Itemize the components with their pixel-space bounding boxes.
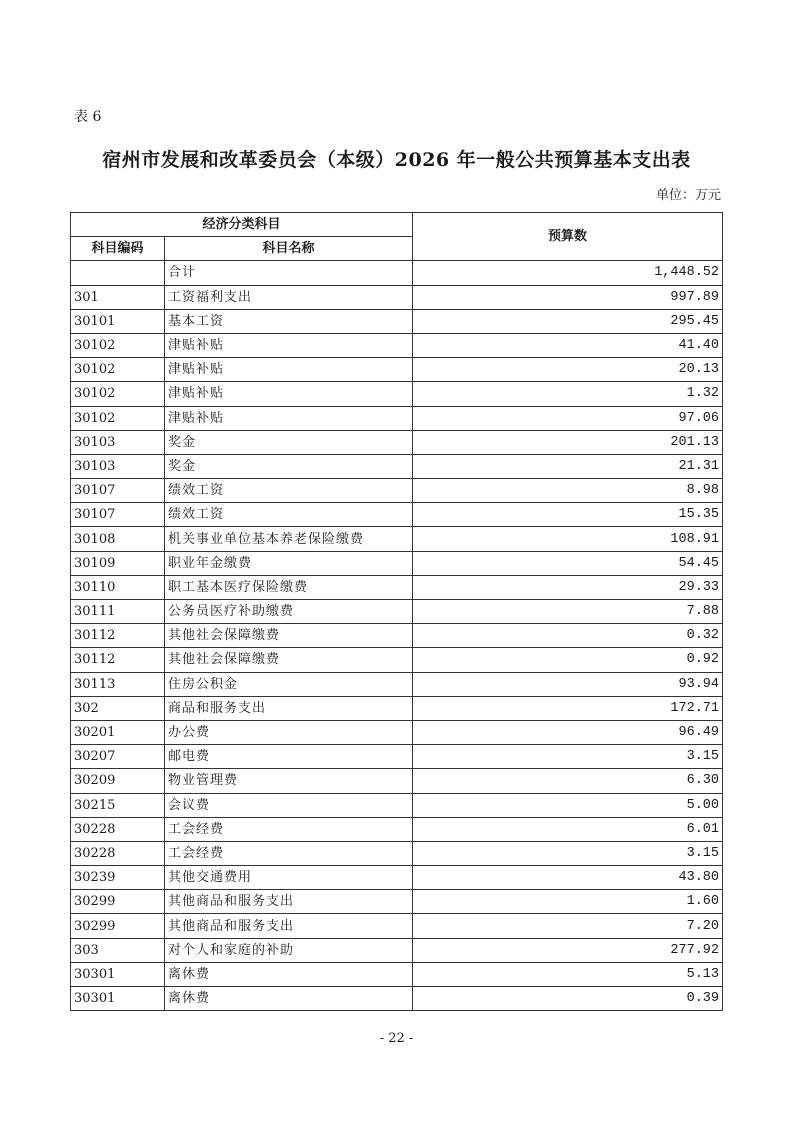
item-code-cell: 30228 (71, 841, 165, 865)
table-row (71, 624, 723, 648)
amount-cell: 7.88 (413, 600, 723, 624)
amount-cell: 54.45 (413, 551, 723, 575)
item-code-cell: 301 (71, 285, 165, 309)
amount-cell: 7.20 (413, 914, 723, 938)
economic-category-header: 经济分类科目 (71, 213, 413, 237)
table-row (71, 817, 723, 841)
table-row (71, 479, 723, 503)
amount-cell: 15.35 (413, 503, 723, 527)
table-body (71, 261, 723, 1011)
item-name-cell: 其他交通费用 (165, 866, 413, 890)
item-code-cell: 30301 (71, 962, 165, 986)
item-name-cell: 离休费 (165, 987, 413, 1011)
table-row (71, 406, 723, 430)
amount-cell: 8.98 (413, 479, 723, 503)
amount-cell: 0.92 (413, 648, 723, 672)
table-row (71, 575, 723, 599)
item-code-cell: 30209 (71, 769, 165, 793)
table-row (71, 382, 723, 406)
amount-cell: 5.00 (413, 793, 723, 817)
budget-amount-header: 预算数 (413, 213, 723, 261)
item-name-cell: 绩效工资 (165, 503, 413, 527)
item-name-cell: 津贴补贴 (165, 358, 413, 382)
table-row (71, 866, 723, 890)
amount-cell: 997.89 (413, 285, 723, 309)
item-code-cell: 30102 (71, 333, 165, 357)
item-code-header: 科目编码 (71, 237, 165, 261)
amount-cell: 21.31 (413, 454, 723, 478)
table-row (71, 841, 723, 865)
amount-cell: 43.80 (413, 866, 723, 890)
item-name-cell: 其他社会保障缴费 (165, 648, 413, 672)
item-code-cell: 30201 (71, 720, 165, 744)
amount-cell: 97.06 (413, 406, 723, 430)
item-name-cell: 住房公积金 (165, 672, 413, 696)
item-code-cell (71, 261, 165, 285)
item-name-cell: 合计 (165, 261, 413, 285)
item-code-cell: 30112 (71, 648, 165, 672)
item-name-cell: 津贴补贴 (165, 333, 413, 357)
amount-cell: 29.33 (413, 575, 723, 599)
item-name-cell: 邮电费 (165, 745, 413, 769)
amount-cell: 6.30 (413, 769, 723, 793)
table-row (71, 962, 723, 986)
item-name-cell: 职工基本医疗保险缴费 (165, 575, 413, 599)
item-code-cell: 30103 (71, 430, 165, 454)
item-code-cell: 30102 (71, 358, 165, 382)
item-code-cell: 30299 (71, 914, 165, 938)
amount-cell: 41.40 (413, 333, 723, 357)
table-row (71, 914, 723, 938)
item-name-cell: 其他商品和服务支出 (165, 890, 413, 914)
table-row (71, 309, 723, 333)
item-name-cell: 其他社会保障缴费 (165, 624, 413, 648)
table-row (71, 333, 723, 357)
item-code-cell: 303 (71, 938, 165, 962)
table-row (71, 261, 723, 285)
item-code-cell: 30111 (71, 600, 165, 624)
table-row (71, 696, 723, 720)
item-code-cell: 30102 (71, 406, 165, 430)
item-name-cell: 公务员医疗补助缴费 (165, 600, 413, 624)
table-row (71, 672, 723, 696)
table-row (71, 285, 723, 309)
unit-label: 单位：万元 (655, 188, 721, 203)
table-row (71, 454, 723, 478)
item-name-cell: 工会经费 (165, 817, 413, 841)
table-row (71, 793, 723, 817)
item-name-cell: 工资福利支出 (165, 285, 413, 309)
amount-cell: 3.15 (413, 745, 723, 769)
table-row (71, 769, 723, 793)
item-code-cell: 30107 (71, 479, 165, 503)
item-name-cell: 奖金 (165, 430, 413, 454)
amount-cell: 0.32 (413, 624, 723, 648)
item-code-cell: 30228 (71, 817, 165, 841)
table-row (71, 987, 723, 1011)
table-row (71, 527, 723, 551)
item-name-cell: 工会经费 (165, 841, 413, 865)
table-row (71, 430, 723, 454)
table-row (71, 600, 723, 624)
item-name-cell: 职业年金缴费 (165, 551, 413, 575)
item-name-cell: 津贴补贴 (165, 382, 413, 406)
amount-cell: 201.13 (413, 430, 723, 454)
item-name-cell: 奖金 (165, 454, 413, 478)
page-title: 宿州市发展和改革委员会（本级）2026 年一般公共预算基本支出表 (102, 149, 691, 171)
amount-cell: 277.92 (413, 938, 723, 962)
item-name-cell: 其他商品和服务支出 (165, 914, 413, 938)
item-code-cell: 302 (71, 696, 165, 720)
table-row (71, 890, 723, 914)
item-name-cell: 物业管理费 (165, 769, 413, 793)
item-name-cell: 机关事业单位基本养老保险缴费 (165, 527, 413, 551)
amount-cell: 1.60 (413, 890, 723, 914)
item-name-cell: 会议费 (165, 793, 413, 817)
item-name-cell: 离休费 (165, 962, 413, 986)
item-code-cell: 30215 (71, 793, 165, 817)
item-name-cell: 基本工资 (165, 309, 413, 333)
item-code-cell: 30113 (71, 672, 165, 696)
item-code-cell: 30110 (71, 575, 165, 599)
page-number: - 22 - (379, 1031, 414, 1046)
item-name-cell: 绩效工资 (165, 479, 413, 503)
amount-cell: 172.71 (413, 696, 723, 720)
amount-cell: 1,448.52 (413, 261, 723, 285)
amount-cell: 3.15 (413, 841, 723, 865)
item-code-cell: 30107 (71, 503, 165, 527)
table-row (71, 720, 723, 744)
amount-cell: 5.13 (413, 962, 723, 986)
item-code-cell: 30108 (71, 527, 165, 551)
table-row (71, 938, 723, 962)
table-row (71, 358, 723, 382)
item-code-cell: 30109 (71, 551, 165, 575)
amount-cell: 93.94 (413, 672, 723, 696)
item-name-cell: 津贴补贴 (165, 406, 413, 430)
item-name-cell: 商品和服务支出 (165, 696, 413, 720)
item-code-cell: 30207 (71, 745, 165, 769)
amount-cell: 1.32 (413, 382, 723, 406)
item-code-cell: 30102 (71, 382, 165, 406)
item-name-header: 科目名称 (165, 237, 413, 261)
item-code-cell: 30112 (71, 624, 165, 648)
item-name-cell: 办公费 (165, 720, 413, 744)
table-row (71, 745, 723, 769)
item-code-cell: 30299 (71, 890, 165, 914)
amount-cell: 108.91 (413, 527, 723, 551)
amount-cell: 20.13 (413, 358, 723, 382)
item-name-cell: 对个人和家庭的补助 (165, 938, 413, 962)
amount-cell: 0.39 (413, 987, 723, 1011)
item-code-cell: 30101 (71, 309, 165, 333)
table-row (71, 503, 723, 527)
amount-cell: 96.49 (413, 720, 723, 744)
amount-cell: 6.01 (413, 817, 723, 841)
item-code-cell: 30301 (71, 987, 165, 1011)
amount-cell: 295.45 (413, 309, 723, 333)
table-label: 表 6 (74, 109, 102, 125)
table-row (71, 648, 723, 672)
item-code-cell: 30239 (71, 866, 165, 890)
budget-table (70, 212, 723, 1011)
item-code-cell: 30103 (71, 454, 165, 478)
table-row (71, 551, 723, 575)
